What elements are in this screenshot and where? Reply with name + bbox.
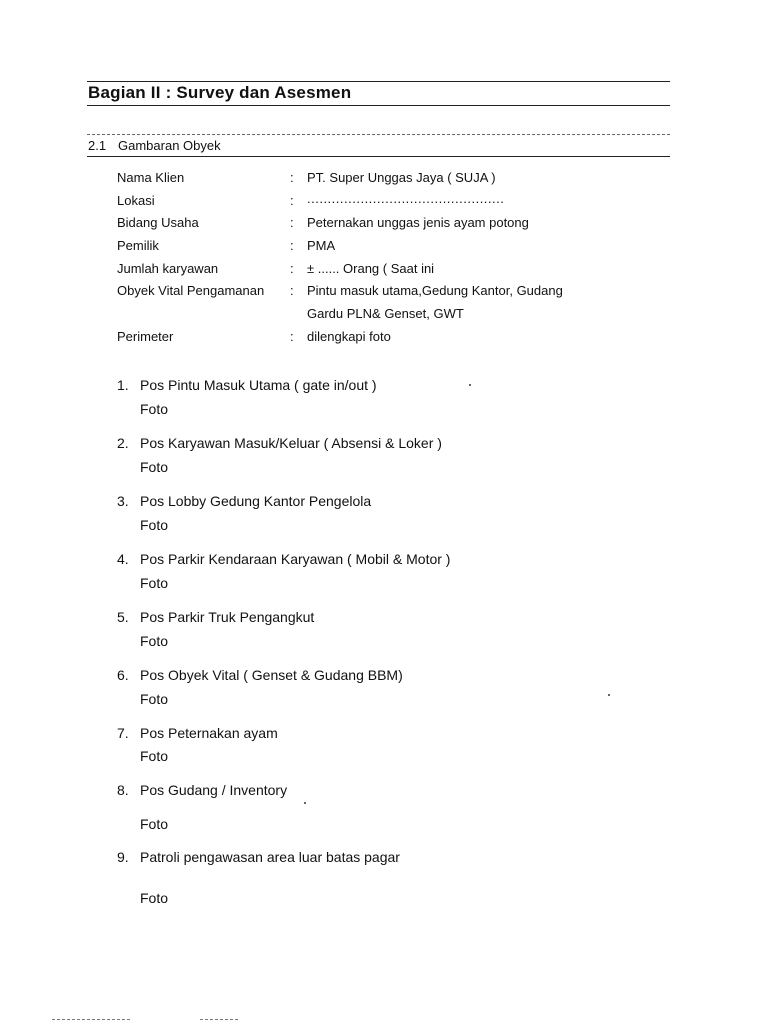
footer-dash — [52, 1019, 130, 1020]
item-number: 4. — [117, 551, 129, 567]
item-number: 9. — [117, 849, 129, 865]
item-text: Pos Peternakan ayam — [140, 725, 278, 741]
info-label: Perimeter — [117, 328, 174, 344]
info-colon: : — [290, 215, 294, 231]
info-label: Lokasi — [117, 192, 155, 208]
info-value: Pintu masuk utama,Gedung Kantor, Gudang — [307, 283, 563, 299]
item-foto: Foto — [140, 633, 169, 649]
item-foto: Foto — [140, 459, 169, 475]
item-number: 7. — [117, 725, 129, 741]
item-text: Pos Pintu Masuk Utama ( gate in/out ) — [140, 377, 377, 393]
scan-speck — [304, 802, 306, 804]
item-text: Patroli pengawasan area luar batas pagar — [140, 849, 400, 865]
info-colon: : — [290, 170, 294, 185]
info-value: dilengkapi foto — [307, 328, 391, 344]
title-underline — [87, 105, 670, 106]
subsection-bottom-rule — [87, 156, 670, 157]
item-foto: Foto — [140, 691, 169, 707]
info-colon: : — [290, 328, 294, 344]
info-value: Gardu PLN& Genset, GWT — [307, 306, 464, 322]
footer-dash — [200, 1019, 238, 1020]
item-foto: Foto — [140, 575, 169, 591]
info-colon: : — [290, 238, 294, 254]
info-colon: : — [290, 192, 294, 208]
item-foto: Foto — [140, 401, 169, 417]
item-foto: Foto — [140, 748, 169, 764]
item-foto: Foto — [140, 890, 169, 906]
section-title: Bagian II : Survey dan Asesmen — [88, 83, 352, 102]
info-value: PT. Super Unggas Jaya ( SUJA ) — [307, 170, 496, 185]
info-label: Pemilik — [117, 238, 159, 254]
item-number: 6. — [117, 667, 129, 683]
info-label: Obyek Vital Pengamanan — [117, 283, 265, 299]
subsection-top-rule — [87, 134, 670, 135]
item-text: Pos Karyawan Masuk/Keluar ( Absensi & Loker ) — [140, 435, 442, 451]
info-value: ................................................ — [307, 190, 505, 206]
item-text: Pos Lobby Gedung Kantor Pengelola — [140, 493, 372, 509]
info-label: Nama Klien — [117, 170, 185, 185]
item-number: 2. — [117, 435, 129, 451]
item-number: 1. — [117, 377, 129, 393]
item-text: Pos Obyek Vital ( Genset & Gudang BBM) — [140, 667, 403, 683]
subsection-title: Gambaran Obyek — [118, 138, 221, 153]
item-foto: Foto — [140, 816, 169, 832]
item-number: 5. — [117, 609, 129, 625]
item-number: 8. — [117, 782, 129, 798]
info-value: PMA — [307, 238, 336, 254]
info-colon: : — [290, 260, 294, 276]
info-label: Bidang Usaha — [117, 215, 199, 231]
subsection-number: 2.1 — [88, 138, 107, 153]
top-rule — [87, 81, 670, 82]
scan-speck — [469, 384, 471, 386]
info-value: ± ...... Orang ( Saat ini — [307, 260, 435, 276]
info-label: Jumlah karyawan — [117, 260, 219, 276]
scan-speck — [608, 694, 610, 696]
info-colon: : — [290, 283, 294, 299]
item-number: 3. — [117, 493, 129, 509]
item-foto: Foto — [140, 517, 169, 533]
info-value: Peternakan unggas jenis ayam potong — [307, 215, 529, 231]
item-text: Pos Parkir Kendaraan Karyawan ( Mobil & Motor ) — [140, 551, 451, 567]
item-text: Pos Parkir Truk Pengangkut — [140, 609, 315, 625]
item-text: Pos Gudang / Inventory — [140, 782, 288, 798]
